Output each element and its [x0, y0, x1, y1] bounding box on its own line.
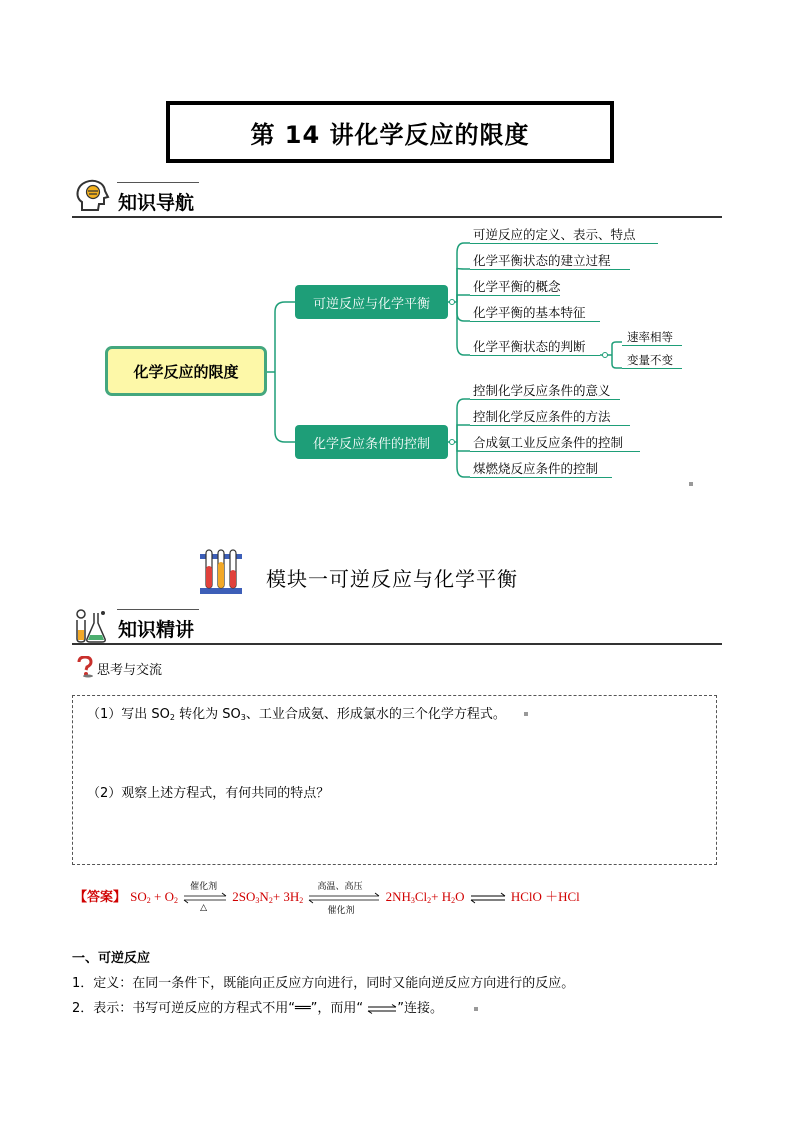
reversible-arrow	[469, 892, 507, 904]
mindmap-branch-reversible: 可逆反应与化学平衡	[295, 285, 448, 319]
lab-flask-icon	[72, 605, 112, 643]
anchor-mark	[524, 712, 528, 716]
question-2: （2）观察上述方程式，有何共同的特点？	[87, 786, 330, 801]
answer-line: 【答案】 $SO_2 + O_2$ 催化剂 △ $2SO_3N_2+ 3H_2$ 高温、高压 催化剂 $2NH_3Cl_2+ H_2O$ HClO ＋HCl	[74, 881, 580, 916]
reversible-arrow	[367, 1004, 397, 1014]
mindmap-leaf: 化学平衡的基本特征	[473, 305, 586, 320]
mindmap-leaf: 可逆反应的定义、表示、特点	[473, 227, 636, 242]
mindmap-leaf: 化学平衡的概念	[473, 279, 561, 294]
mindmap-leaf: 化学平衡状态的建立过程	[473, 253, 611, 268]
mindmap-leaf: 化学平衡状态的判断	[473, 339, 586, 354]
lecture-header-text: 知识精讲	[118, 619, 195, 641]
test-tubes-icon	[198, 548, 244, 596]
mindmap-leaf: 煤燃烧反应条件的控制	[473, 461, 599, 476]
module-title: 模块一可逆反应与化学平衡	[266, 567, 518, 591]
question-mark-icon	[76, 656, 94, 678]
anchor-mark	[689, 482, 693, 486]
anchor-mark	[474, 1007, 478, 1011]
mindmap-subleaf: 速率相等	[627, 330, 673, 344]
answer-tag: 【答案】	[74, 890, 127, 905]
page-title: 第 14 讲化学反应的限度	[166, 101, 614, 163]
think-discuss-label: 思考与交流	[97, 663, 163, 678]
mindmap-subleaf: 变量不变	[627, 353, 673, 367]
knowledge-lecture-header	[72, 605, 722, 645]
high-temp-arrow: 高温、高压 催化剂	[307, 891, 381, 905]
mindmap-branch-control: 化学反应条件的控制	[295, 425, 448, 459]
question-1: （1）写出 $SO_2$ 转化为 $SO_3$、工业合成氨、形成氯水的三个化学方程式。	[87, 707, 506, 722]
mindmap-root-node: 化学反应的限度	[105, 346, 267, 396]
nav-header-text: 知识导航	[118, 192, 195, 214]
catalyst-arrow: 催化剂 △	[182, 891, 228, 905]
definition-line: 1．定义：在同一条件下，既能向正反应方向进行，同时又能向逆反应方向进行的反应。	[72, 976, 575, 991]
mindmap-leaf: 合成氨工业反应条件的控制	[473, 435, 624, 450]
mindmap-leaf: 控制化学反应条件的方法	[473, 409, 611, 424]
section-heading: 一、可逆反应	[72, 951, 151, 966]
representation-line: 2．表示：书写可逆反应的方程式不用“══”，而用“ ”连接。	[72, 1001, 444, 1016]
mindmap-leaf: 控制化学反应条件的意义	[473, 383, 611, 398]
